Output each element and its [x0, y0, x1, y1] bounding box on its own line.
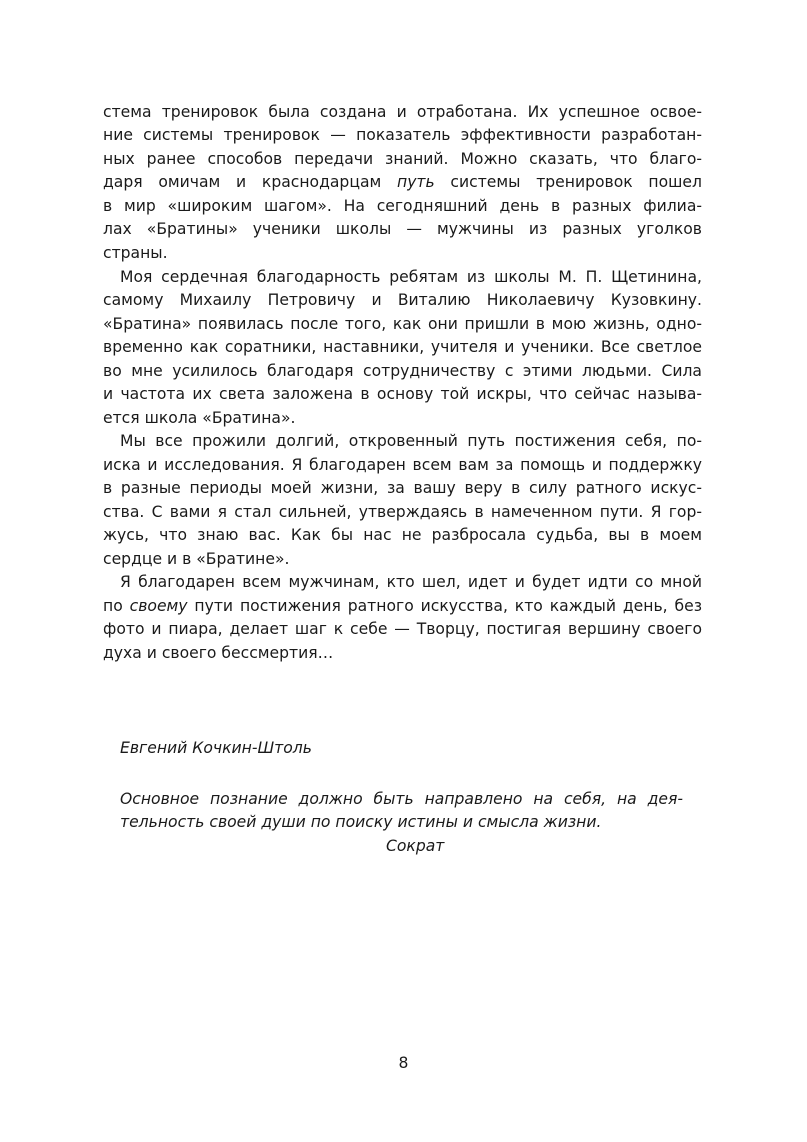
italic-text: путь — [397, 173, 435, 191]
text-line — [103, 337, 702, 357]
text-line — [103, 525, 702, 545]
text-segment: Мы все прожили долгий, откровенный путь постижения себя, по- — [120, 432, 702, 450]
text-segment: «Братина» появилась после того, как они пришли в мою жизнь, одно- — [103, 315, 702, 333]
text-segment: ние системы тренировок — показатель эффективности разработан- — [103, 126, 702, 144]
text-segment: пути постижения ратного искусства, кто каждый день, без — [187, 597, 702, 615]
text-line — [120, 431, 702, 451]
text-segment: духа и своего бессмертия… — [103, 644, 334, 662]
text-line — [103, 619, 702, 639]
text-line — [103, 125, 702, 145]
text-segment: в мир «широким шагом». На сегодняшний день в разных филиа- — [103, 197, 702, 215]
text-segment: страны. — [103, 244, 168, 262]
text-line — [103, 149, 702, 169]
text-line — [103, 314, 702, 334]
text-line — [103, 172, 702, 192]
text-segment: самому Михаилу Петровичу и Виталию Николаевичу Кузовкину. — [103, 291, 702, 309]
text-line — [103, 455, 702, 475]
text-segment: и частота их света заложена в основу той искры, что сейчас называ- — [103, 385, 702, 403]
italic-text: своему — [129, 597, 188, 615]
text-segment: системы тренировок пошел — [434, 173, 702, 191]
epigraph-line: Основное познание должно быть направлено на себя, на дея- — [120, 790, 683, 808]
text-segment: даря омичам и краснодарцам — [103, 173, 397, 191]
text-line — [103, 219, 702, 239]
text-line — [103, 408, 702, 428]
text-line — [103, 502, 702, 522]
text-line — [103, 478, 702, 498]
text-line — [120, 267, 702, 287]
text-line — [103, 196, 702, 216]
text-segment: во мне усилилось благодаря сотрудничеству с этими людьми. Сила — [103, 362, 702, 380]
text-segment: ется школа «Братина». — [103, 409, 296, 427]
text-segment: сердце и в «Братине». — [103, 550, 290, 568]
text-line — [103, 384, 702, 404]
text-segment: стема тренировок была создана и отработана. Их успешное освое- — [103, 103, 702, 121]
text-line — [120, 572, 702, 592]
text-segment: Я благодарен всем мужчинам, кто шел, идет и будет идти со мной — [120, 573, 702, 591]
text-segment: лах «Братины» ученики школы — мужчины из разных уголков — [103, 220, 702, 238]
text-segment: Моя сердечная благодарность ребятам из школы М. П. Щетинина, — [120, 268, 702, 286]
text-line — [103, 643, 702, 663]
text-segment: временно как соратники, наставники, учителя и ученики. Все светлое — [103, 338, 702, 356]
page-number: 8 — [398, 1054, 409, 1072]
epigraph-line: тельность своей души по поиску истины и смысла жизни. — [120, 813, 602, 831]
text-line — [103, 596, 702, 616]
text-segment: фото и пиара, делает шаг к себе — Творцу, постигая вершину своего — [103, 620, 702, 638]
epigraph-author: Сократ — [386, 837, 445, 855]
text-line — [103, 290, 702, 310]
text-line — [103, 243, 702, 263]
text-line — [103, 361, 702, 381]
author-signature: Евгений Кочкин-Штоль — [120, 739, 312, 757]
text-segment: в разные периоды моей жизни, за вашу веру в силу ратного искус- — [103, 479, 702, 497]
text-segment: жусь, что знаю вас. Как бы нас не разбросала судьба, вы в моем — [103, 526, 702, 544]
text-line — [103, 549, 702, 569]
text-segment: ства. С вами я стал сильней, утверждаясь в намеченном пути. Я гор- — [103, 503, 702, 521]
text-segment: ных ранее способов передачи знаний. Можно сказать, что благо- — [103, 150, 702, 168]
text-segment: иска и исследования. Я благодарен всем вам за помощь и поддержку — [103, 456, 702, 474]
text-line — [103, 102, 702, 122]
text-segment: по — [103, 597, 130, 615]
